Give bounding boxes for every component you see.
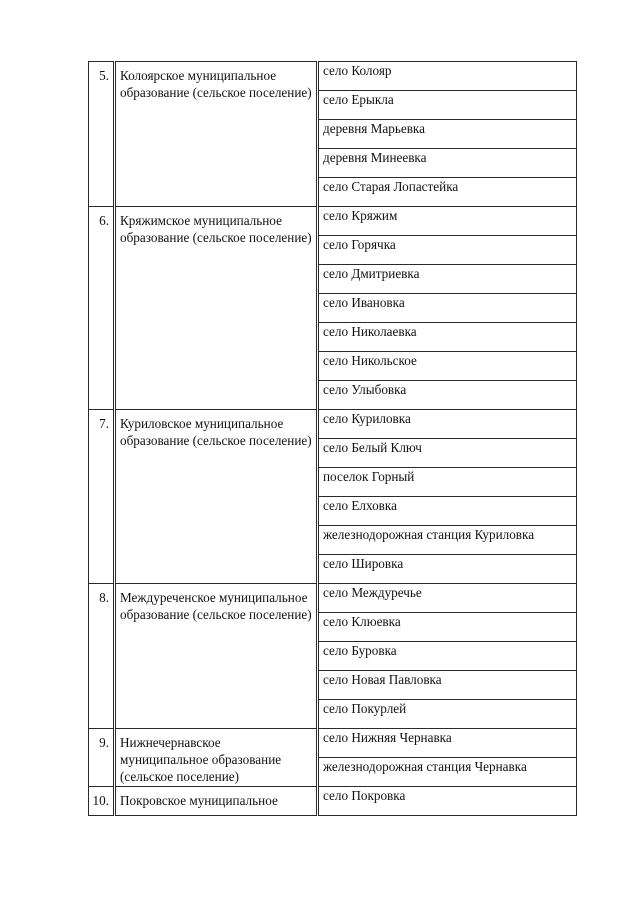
table-row [89, 62, 577, 91]
table-body [89, 62, 577, 816]
settlement-name: село Никольское [318, 352, 577, 381]
settlement-name: село Кряжим [318, 207, 577, 236]
row-number: 5. [89, 62, 115, 207]
row-number: 7. [89, 410, 115, 584]
settlement-name: село Елховка [318, 497, 577, 526]
row-number: 6. [89, 207, 115, 410]
table-row [89, 787, 577, 816]
settlement-name: село Ивановка [318, 294, 577, 323]
row-number: 10. [89, 787, 115, 816]
settlement-name: село Колояр [318, 62, 577, 91]
settlement-name: село Николаевка [318, 323, 577, 352]
municipality-name: Междуреченское муниципальное образование (сельское поселение) [115, 584, 318, 729]
municipality-name: Куриловское муниципальное образование (сельское поселение) [115, 410, 318, 584]
settlement-name: село Нижняя Чернавка [318, 729, 577, 758]
settlement-name: село Буровка [318, 642, 577, 671]
settlement-name: село Старая Лопастейка [318, 178, 577, 207]
row-number: 9. [89, 729, 115, 787]
settlement-name: село Куриловка [318, 410, 577, 439]
municipal-settlements-table [88, 61, 577, 816]
settlement-name: село Ерыкла [318, 91, 577, 120]
municipality-name: Колоярское муниципальное образование (сельское поселение) [115, 62, 318, 207]
municipality-name: Нижнечернавское муниципальное образование (сельское поселение) [115, 729, 318, 787]
settlement-name: село Междуречье [318, 584, 577, 613]
settlement-name: село Горячка [318, 236, 577, 265]
municipality-name: Кряжимское муниципальное образование (сельское поселение) [115, 207, 318, 410]
settlement-name: деревня Марьевка [318, 120, 577, 149]
table-row [89, 584, 577, 613]
settlement-name: село Покурлей [318, 700, 577, 729]
settlement-name: железнодорожная станция Куриловка [318, 526, 577, 555]
settlement-name: село Улыбовка [318, 381, 577, 410]
settlement-name: поселок Горный [318, 468, 577, 497]
settlement-name: село Дмитриевка [318, 265, 577, 294]
municipality-name: Покровское муниципальное [115, 787, 318, 816]
table-row [89, 729, 577, 758]
settlement-name: село Новая Павловка [318, 671, 577, 700]
table-row [89, 207, 577, 236]
settlement-name: село Шировка [318, 555, 577, 584]
settlement-name: деревня Минеевка [318, 149, 577, 178]
settlement-name: село Клюевка [318, 613, 577, 642]
row-number: 8. [89, 584, 115, 729]
table-row [89, 410, 577, 439]
settlement-name: село Белый Ключ [318, 439, 577, 468]
settlement-name: железнодорожная станция Чернавка [318, 758, 577, 787]
settlement-name: село Покровка [318, 787, 577, 816]
